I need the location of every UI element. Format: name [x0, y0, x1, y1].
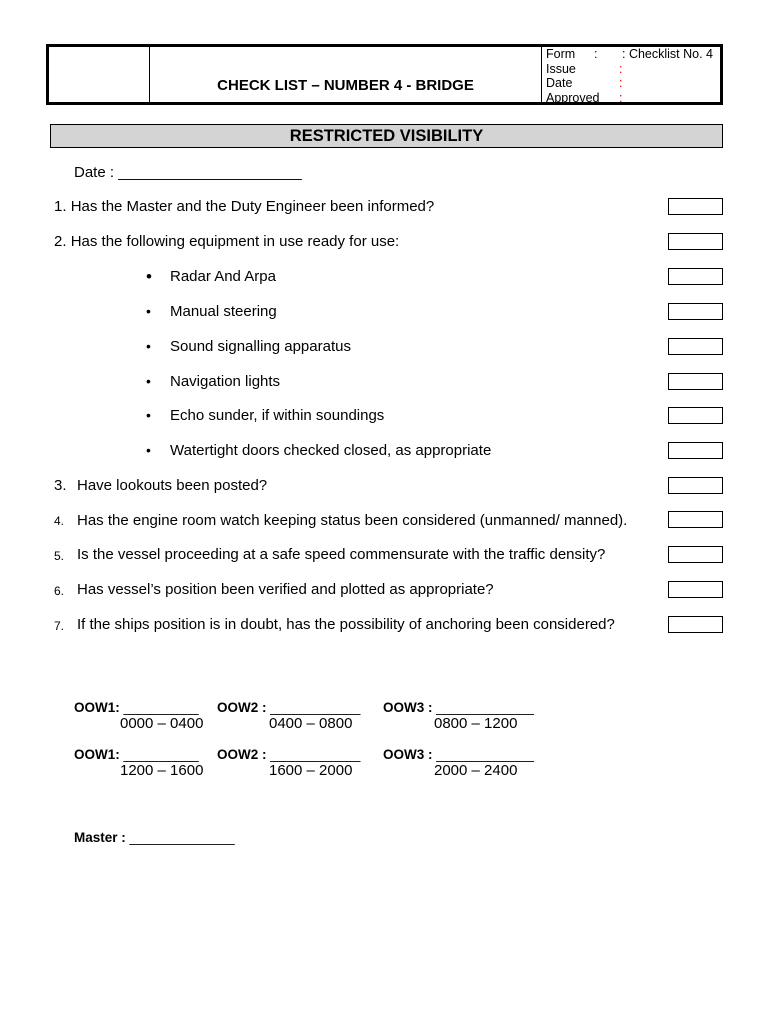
oow1-signature[interactable] [74, 747, 199, 762]
bullet-icon: • [146, 442, 151, 458]
question-number: 3. [54, 477, 67, 494]
checkbox-question-3[interactable] [668, 477, 723, 494]
checkbox-question-5[interactable] [668, 546, 723, 563]
date-line [74, 164, 302, 181]
meta-row-approved [546, 91, 726, 106]
signature-blank: ____________ [270, 700, 361, 715]
signature-blank: __________ [123, 700, 199, 715]
signature-blank: _____________ [436, 700, 534, 715]
signature-blank: ______________ [129, 830, 235, 845]
question-text: Is the vessel proceeding at a safe speed commensurate with the traffic density? [77, 546, 606, 563]
title-cell [150, 47, 542, 102]
watch-time: 2000 – 2400 [434, 762, 518, 779]
checkbox-question-6[interactable] [668, 581, 723, 598]
oow3-signature[interactable] [383, 700, 534, 715]
question-text: Has vessel’s position been verified and plotted as appropriate? [77, 581, 494, 598]
checkbox-question-4[interactable] [668, 511, 723, 528]
equipment-item: Watertight doors checked closed, as appropriate [170, 442, 492, 459]
oow1-label: OOW1: [74, 700, 120, 715]
bullet-icon: • [146, 303, 151, 319]
question-text: Has the engine room watch keeping status been considered (unmanned/ manned). [77, 512, 628, 529]
signature-blank: __________ [123, 747, 199, 762]
document-title: CHECK LIST – NUMBER 4 - BRIDGE [217, 77, 474, 94]
bullet-icon: • [146, 373, 151, 389]
form-meta [546, 47, 726, 105]
watch-time: 1600 – 2000 [269, 762, 353, 779]
meta-row-issue [546, 62, 726, 77]
meta-row-form [546, 47, 726, 62]
bullet-icon: • [146, 338, 151, 354]
question-number: 4. [54, 514, 65, 528]
equipment-item: Sound signalling apparatus [170, 338, 351, 355]
meta-sep: : [619, 76, 623, 90]
master-signature[interactable] [74, 830, 235, 845]
meta-key: Approved [546, 90, 600, 105]
signature-blank: ____________ [270, 747, 361, 762]
equipment-item: Radar And Arpa [170, 268, 276, 285]
bullet-icon: • [146, 407, 151, 423]
meta-key: Issue [546, 61, 576, 76]
checkbox-question-7[interactable] [668, 616, 723, 633]
question-text: Have lookouts been posted? [77, 477, 268, 494]
equipment-item: Echo sunder, if within soundings [170, 407, 385, 424]
equipment-item: Manual steering [170, 303, 277, 320]
oow2-signature[interactable] [217, 747, 360, 762]
bullet-icon: • [146, 267, 152, 286]
date-blank[interactable]: ______________________ [118, 164, 302, 181]
question-number: 2. [54, 233, 67, 250]
logo-cell [49, 47, 150, 102]
oow1-label: OOW1: [74, 747, 120, 762]
question-number: 7. [54, 619, 65, 633]
master-label: Master : [74, 830, 126, 845]
oow2-signature[interactable] [217, 700, 360, 715]
document-header [46, 44, 723, 105]
checkbox-equipment-lights[interactable] [668, 373, 723, 390]
question-number: 5. [54, 549, 65, 563]
meta-sep: : [594, 47, 598, 61]
question-2 [54, 233, 399, 250]
checkbox-equipment-steering[interactable] [668, 303, 723, 320]
watch-time: 1200 – 1600 [120, 762, 204, 779]
watch-time: 0400 – 0800 [269, 715, 353, 732]
oow3-signature[interactable] [383, 747, 534, 762]
section-title: RESTRICTED VISIBILITY [50, 124, 723, 148]
equipment-item: Navigation lights [170, 373, 281, 390]
oow3-label: OOW3 : [383, 700, 433, 715]
watch-time: 0000 – 0400 [120, 715, 204, 732]
meta-key: Form [546, 47, 576, 61]
date-label: Date : [74, 164, 115, 181]
checkbox-equipment-radar[interactable] [668, 268, 723, 285]
meta-value: : Checklist No. 4 [622, 47, 714, 61]
oow1-signature[interactable] [74, 700, 199, 715]
checkbox-equipment-sound[interactable] [668, 338, 723, 355]
question-text: Has the following equipment in use ready for use: [70, 233, 400, 250]
oow2-label: OOW2 : [217, 700, 267, 715]
meta-sep: : [619, 90, 623, 105]
question-number: 1. [54, 198, 67, 215]
oow2-label: OOW2 : [217, 747, 267, 762]
question-number: 6. [54, 584, 65, 598]
meta-key: Date [546, 76, 573, 90]
checkbox-equipment-echo[interactable] [668, 407, 723, 424]
watch-time: 0800 – 1200 [434, 715, 518, 732]
question-text: If the ships position is in doubt, has the possibility of anchoring been considered? [77, 616, 615, 633]
checkbox-equipment-doors[interactable] [668, 442, 723, 459]
meta-row-date [546, 76, 726, 91]
meta-sep: : [619, 61, 623, 76]
question-1 [54, 198, 434, 215]
checkbox-question-2[interactable] [668, 233, 723, 250]
signature-blank: _____________ [436, 747, 534, 762]
oow3-label: OOW3 : [383, 747, 433, 762]
checkbox-question-1[interactable] [668, 198, 723, 215]
question-text: Has the Master and the Duty Engineer been informed? [70, 198, 435, 215]
